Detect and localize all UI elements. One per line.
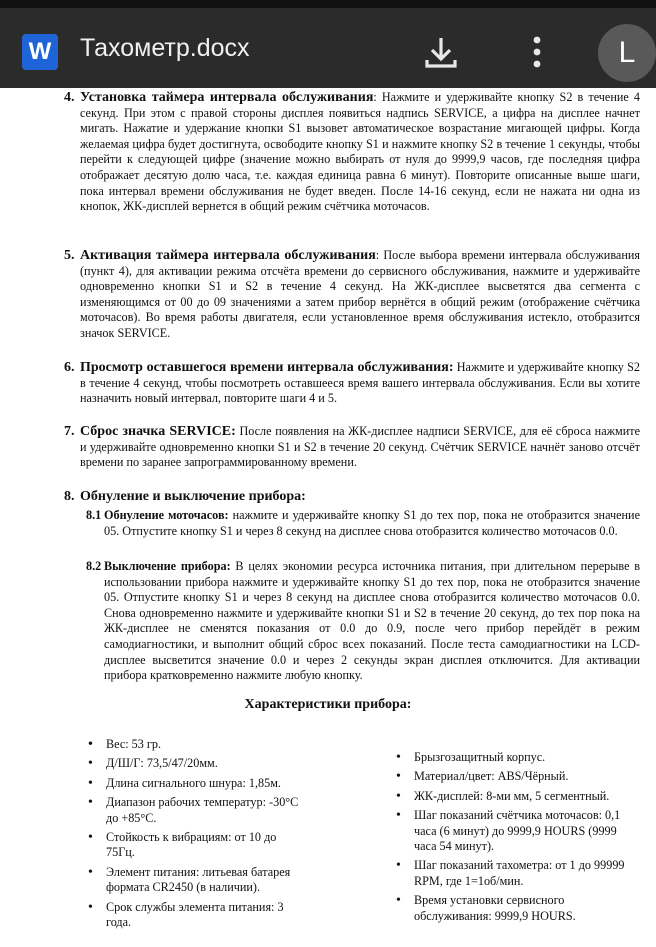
- more-vert-icon: [525, 32, 549, 72]
- section-heading: Сброс значка SERVICE:: [80, 424, 236, 439]
- subsection-text: В целях экономии ресурса источника питания, при длительном перерыве в использовании прибора нажмите и удерживайте кнопку S1 до тех пор, пока не отобразится значение 05. Отпустите кнопку S1 и через 8 секунд на дисплее снова отобразится количество моточасов 0.0. Снова одновременно нажмите и удерживайте кнопки S1 и S2 в течение 20 секунд, до тех пор пока на ЖК-дисплее не сменятся показания от 0.0 до 0.9, после чего прибор перейдёт в режим самодиагностики, и выполнит общий сброс всех показаний. После теста самодиагностики на LCD-дисплее высветится значение 0.0 и через 2 секунды экран дисплея отключится. Для активации прибора кратковременно нажмите любую кнопку.: [104, 559, 641, 683]
- section-8: [64, 489, 640, 505]
- download-button[interactable]: [421, 32, 461, 72]
- spec-item: • Материал/цвет: ABS/Чёрный.: [396, 769, 636, 784]
- section-4: [64, 90, 640, 215]
- spec-item: • Шаг показаний тахометра: от 1 до 99999 RPM, где 1=1об/мин.: [396, 858, 636, 889]
- section-number: 4.: [64, 90, 75, 105]
- app-header: [0, 0, 656, 88]
- spec-item: • Д/Ш/Г: 73,5/47/20мм.: [88, 756, 308, 771]
- spec-item: • Длина сигнального шнура: 1,85м.: [88, 776, 308, 791]
- section-text: : После выбора времени интервала обслуживания (пункт 4), для активации режима отсчёта времени до сервисного обслуживания, нажмите и удерживайте одновременно кнопки S1 и S2 в течение 4 секунд. На ЖК-дисплее высветятся два сегмента с изменяющимся от 00 до 09 значениями а затем прибор вернётся в общий режим (отображение счётчика моточасов). Во время работы двигателя, если установленное время обслуживания истекло, отобразится значок SERVICE.: [80, 248, 640, 340]
- download-icon: [421, 32, 461, 72]
- section-7: [64, 424, 640, 471]
- subsection-number: 8.1: [86, 508, 102, 522]
- section-text: Нажмите и удерживайте кнопку S2 в течение 4 секунд, чтобы посмотреть оставшееся время вашего интервала обслуживания. Если вы хотите назначить новый интервал, повторите шаги 4 и 5.: [80, 360, 640, 406]
- section-number: 6.: [64, 360, 75, 375]
- spec-item: • Вес: 53 гр.: [88, 737, 308, 752]
- section-heading: Просмотр оставшегося времени интервала обслуживания:: [80, 360, 454, 375]
- account-avatar[interactable]: L: [598, 24, 656, 82]
- section-number: 7.: [64, 424, 75, 439]
- status-bar: [0, 0, 656, 8]
- section-6: [64, 360, 640, 407]
- specs-heading: Характеристики прибора:: [244, 697, 412, 712]
- section-heading: Обнуление и выключение прибора:: [80, 489, 306, 504]
- section-heading: Установка таймера интервала обслуживания: [80, 90, 374, 105]
- word-icon: W: [22, 34, 58, 70]
- document-title: Тахометр.docx: [80, 34, 250, 62]
- section-text: После появления на ЖК-дисплее надписи SERVICE, для её сброса нажмите и удерживайте одновременно кнопки S1 и S2 в течение 20 секунд. Счётчик SERVICE начнёт заново отсчёт времени по заранее запрограммированному времени.: [80, 424, 640, 470]
- spec-item: • Элемент питания: литьевая батарея формата CR2450 (в наличии).: [88, 865, 308, 896]
- spec-item: • Срок службы элемента питания: 3 года.: [88, 900, 308, 931]
- section-5: [64, 248, 640, 342]
- section-number: 5.: [64, 248, 75, 263]
- spec-item: • Стойкость к вибрациям: от 10 до 75Гц.: [88, 830, 308, 861]
- subsection-text: нажмите и удерживайте кнопку S1 до тех пор, пока не отобразится значение 05. Отпустите кнопку S1 и через 8 секунд на дисплее снова отобразится количество моточасов 0.0.: [104, 508, 640, 538]
- spec-item: • Время установки сервисного обслуживания: 9999,9 HOURS.: [396, 893, 636, 924]
- spec-item: • ЖК-дисплей: 8-ми мм, 5 сегментный.: [396, 789, 636, 804]
- specs-right-column: [396, 750, 636, 928]
- more-options-button[interactable]: [525, 32, 549, 72]
- specs-left-column: [88, 733, 308, 934]
- section-heading: Активация таймера интервала обслуживания: [80, 248, 376, 263]
- subsection-heading: Обнуление моточасов:: [104, 508, 229, 522]
- spec-item: • Диапазон рабочих температур: -30°C до +85°C.: [88, 795, 308, 826]
- subsection-heading: Выключение прибора:: [104, 559, 231, 573]
- spec-item: • Брызгозащитный корпус.: [396, 750, 636, 765]
- spec-item: • Шаг показаний счётчика моточасов: 0,1 часа (6 минут) до 9999,9 HOURS (9999 часа 54 минут).: [396, 808, 636, 854]
- subsection-8-2: [86, 559, 640, 684]
- section-text: : Нажмите и удерживайте кнопку S2 в течение 4 секунд. При этом с правой стороны дисплея появиться надпись SERVICE, а цифра на дисплее начнет мигать. Нажатие и удержание кнопки S1 вызовет автоматическое возрастание мигающей цифры. Когда желаемая цифра будет достигнута, освободите кнопку S1 и нажмите кнопку S2 в течение 1 секунды, чтобы перейти к следующей цифре (значение можно выбирать от нуля до 9999,9 часов, где последняя цифра отображает десятую долю часа, т.е. каждая единица равна 6 минут). Повторите описанные выше шаги, пока интервал времени обслуживания не будет введен. После 14-16 секунд, если не нажата ни одна из кнопок, ЖК-дисплей вернется в общий режим счётчика моточасов.: [80, 90, 640, 214]
- subsection-8-1: [86, 508, 640, 539]
- section-number: 8.: [64, 489, 75, 504]
- subsection-number: 8.2: [86, 559, 102, 573]
